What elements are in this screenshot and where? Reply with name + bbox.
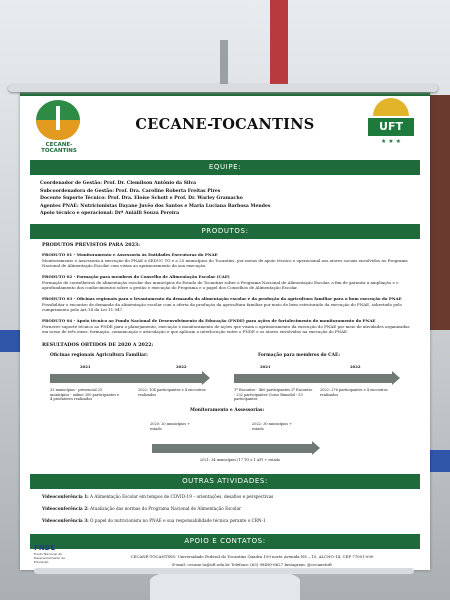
product-title: PRODUTO 03 - Oficinas regionais para o levantamento da demanda da alimentação escolar e da produção da agricultura familiar para o bom execução do PNAE xyxy=(42,296,402,301)
timeline-year: 2022 xyxy=(350,364,361,369)
activity-item xyxy=(42,494,412,500)
footer-address: CECANE-TOCANTINS: Universidade Federal do Tocantins Quadra 109 norte Avenida NS – 15, ALCNO-14, CEP 77001-090 xyxy=(130,554,374,559)
product-item xyxy=(42,296,412,313)
team-member: Subcoordenadora de Gestão: Prof. Dra. Caroline Roberta Freitas Pires xyxy=(40,188,221,194)
product-text: Possibilitar o encontro de demanda da alimentação escolar com a oferta da produção da agricultura familiar por meio de bem estruturado da execução do PNAE, sobretudo pelo cumprimento pela Art.14 da Lei 11.947. xyxy=(42,301,402,313)
timeline-arrow xyxy=(152,444,312,453)
cecane-banner xyxy=(20,88,430,570)
timeline-year: 2021 xyxy=(80,364,91,369)
results-middle-title: Monitoramento e Assessorias: xyxy=(190,408,265,413)
timeline-note: 2022: 276 participantes e 4 encontros realizados xyxy=(320,388,388,397)
activity-item xyxy=(42,518,412,524)
activity-item xyxy=(42,506,412,512)
team-list xyxy=(40,180,410,218)
activity-text: Atualização das normas do Programa Nacional de Alimentação Escolar xyxy=(90,506,241,511)
product-title: PRODUTO 04 - Apoio técnico ao Fundo Nacional de Desenvolvimento da Educação (FNDE) para ações de fortalecimento do monitoramento do PNAE xyxy=(42,318,376,323)
cecane-logo-caption: CECANE-TOCANTINS xyxy=(41,142,77,154)
product-item xyxy=(42,274,412,291)
fnde-logo-caption: Fundo Nacional de Desenvolvimento da Educação xyxy=(34,552,65,564)
timeline-note: 1º Encontro - 460 participantes 2º Encontro - 232 participantes Curso Bimodal - 53 participantes xyxy=(234,388,313,402)
team-member: Agentes PNAE: Nutricionistas Dayane Juvêo dos Santos e Maria Luciana Barbosa Mendes xyxy=(40,203,271,209)
banner-bottom-bar xyxy=(34,568,414,574)
activity-label: Videoconferência 2: xyxy=(42,506,89,511)
product-item xyxy=(42,252,412,269)
fnde-logo xyxy=(34,544,70,564)
section-activities-header: OUTRAS ATIVIDADES: xyxy=(30,474,420,489)
results-heading: RESULTADOS OBTIDOS DE 2020 A 2022: xyxy=(42,342,154,348)
team-member: Coordenador de Gestão: Prof. Dr. Clemilson Antônio da Silva xyxy=(40,181,197,186)
timeline-note: 33 municípios - presencial 25 municípios - online 300 participantes e 4 produtores realizados xyxy=(50,388,120,402)
timeline-arrow xyxy=(234,374,392,383)
product-text: Monitoramento e Assessoria à execução do PNAE à SEDUC TO e a 25 municípios do Tocantins, por meios de apoio técnico e operacional aos atores sociais envolvidos no Programa Nacional de Alimentação Escolar com vistas ao aprimoramento da sua execução. xyxy=(42,257,408,269)
timeline-note: 2022: 104 participantes e 4 encontros realizados xyxy=(138,388,206,397)
banner-top-bar xyxy=(8,84,438,92)
section-support-header: APOIO E CONTATOS: xyxy=(30,534,420,549)
timeline-year: 2021 xyxy=(260,364,271,369)
timeline-arrow xyxy=(50,374,202,383)
sun-icon xyxy=(373,98,409,116)
team-member: Docente Suporte Técnico: Prof. Dra. Eloíse Schott e Prof. Dr. Warley Gramacho xyxy=(40,196,243,202)
fnde-logo-text: FNDE xyxy=(34,544,56,552)
activity-text: O papel do nutricionista no PNAE e sua responsabilidade técnica perante o CRN-1 xyxy=(90,518,266,523)
results-right-title: Formação para membros do CAE: xyxy=(258,353,340,358)
product-item xyxy=(42,318,412,335)
activity-text: A Alimentação Escolar em tempos de COVID-19 – orientações, desafios e perspectivas xyxy=(90,494,274,499)
uft-logo-text: UFT xyxy=(368,118,414,136)
stars-icon: ★ ★ ★ xyxy=(381,138,401,145)
banner-stand-pole xyxy=(220,40,228,90)
timeline-note: 2020: 20 municípios + estado xyxy=(150,422,191,431)
timeline-note: 2021: 34 municípios (17 TO e 1 AP) + estado xyxy=(199,458,281,462)
products-heading: PRODUTOS PREVISTOS PARA 2023: xyxy=(42,242,141,248)
team-member: Apoio técnico e operacional: Drª Aniálli Souza Pereira xyxy=(40,211,180,217)
activity-label: Videoconferência 3: xyxy=(42,518,89,523)
product-title: PRODUTO 01 - Monitoramento e Assessoria às Entidades Executoras do PNAE xyxy=(42,252,218,257)
section-team-header: EQUIPE: xyxy=(30,160,420,175)
product-text: Formação de conselheiros de alimentação escolar dos municípios do Estado do Tocantins sobre o Programa Nacional de Alimentação Escolar, a fim de garantir a ampliação e o aprofundamento dos conhecimentos sobre a gestão e execução do Programa e o papel dos Conselhos de Alimentação Escolar. xyxy=(42,279,399,291)
activity-label: Videoconferência 1: xyxy=(42,494,89,499)
results-left-title: Oficinas regionais Agricultura Familiar: xyxy=(50,353,148,358)
product-text: Fornecer suporte técnico ao FNDE para o planejamento, execução e monitoramento de ações que visam o aprimoramento da execução do PNAE por meio de atividades organizadas em torno de três eixos: formação, comunicação e articulação e que aplicam a interlocução entre o FNDE e os atores envolvidos na execução do PNAE. xyxy=(42,323,410,335)
uft-logo xyxy=(364,98,418,154)
timeline-year: 2022 xyxy=(176,364,187,369)
section-products-header: PRODUTOS: xyxy=(30,224,420,239)
product-title: PRODUTO 02 - Formação para membros do Conselho de Alimentação Escolar (CAE) xyxy=(42,274,230,279)
timeline-note: 2022: 30 municípios + estado xyxy=(252,422,293,431)
footer-contacts: E-mail: cecane.to@uft.edu.br Telefone: (63) 98490-6627 Instagram: @cecanetuft xyxy=(172,562,332,567)
banner-title: CECANE-TOCANTINS xyxy=(135,116,315,133)
